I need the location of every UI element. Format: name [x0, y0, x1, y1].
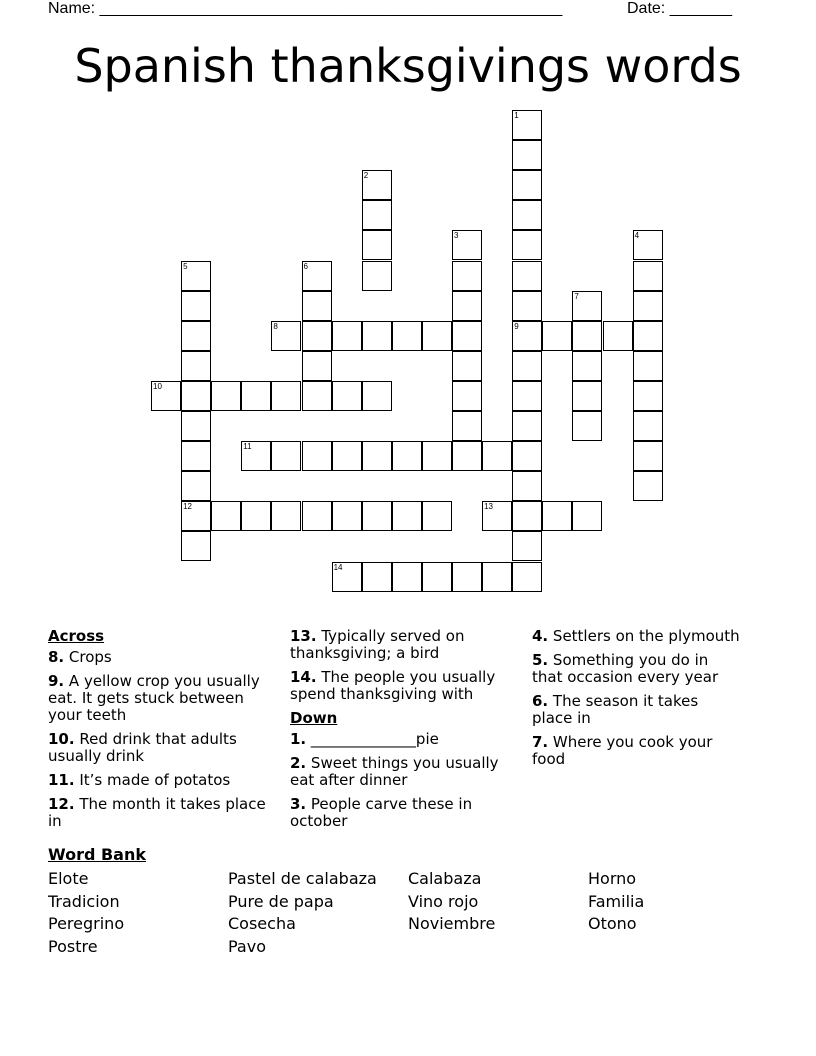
crossword-cell[interactable]: [302, 291, 332, 321]
crossword-cell[interactable]: [181, 381, 211, 411]
crossword-cell[interactable]: [271, 321, 301, 351]
clue-number: 5.: [532, 651, 549, 669]
crossword-cell[interactable]: [302, 501, 332, 531]
crossword-cell[interactable]: [512, 411, 542, 441]
crossword-cell[interactable]: [633, 351, 663, 381]
page-title: Spanish thanksgivings words: [74, 39, 742, 93]
crossword-cell[interactable]: [542, 501, 572, 531]
clue-number: 13.: [290, 627, 317, 645]
crossword-cell[interactable]: [452, 321, 482, 351]
word-bank-column-4: [588, 868, 644, 936]
word-bank-title: Word Bank: [48, 845, 147, 864]
clue-across-13: [290, 628, 510, 662]
across-heading: Across: [48, 627, 105, 645]
crossword-cell[interactable]: [181, 291, 211, 321]
word-bank-word: Vino rojo: [408, 891, 479, 911]
crossword-cell[interactable]: [181, 441, 211, 471]
cell-number: 3: [454, 231, 459, 241]
crossword-cell[interactable]: [181, 351, 211, 381]
crossword-cell[interactable]: [633, 291, 663, 321]
clues-column-3: [532, 628, 742, 775]
crossword-cell[interactable]: [452, 230, 482, 260]
crossword-cell[interactable]: [512, 501, 542, 531]
crossword-cell[interactable]: [633, 321, 663, 351]
crossword-cell[interactable]: [512, 110, 542, 140]
clue-text: Something you do in that occasion every year: [532, 651, 719, 686]
crossword-cell[interactable]: [271, 501, 301, 531]
clue-number: 10.: [48, 730, 75, 748]
clue-down-3: [290, 796, 510, 830]
crossword-cell[interactable]: [512, 441, 542, 471]
crossword-cell[interactable]: [633, 261, 663, 291]
crossword-cell[interactable]: [512, 291, 542, 321]
word-bank-word: Tradicion: [48, 891, 120, 911]
clue-down-7: [532, 734, 742, 768]
cell-number: 11: [243, 442, 252, 452]
crossword-cell[interactable]: [181, 411, 211, 441]
clue-number: 8.: [48, 648, 65, 666]
clue-text: The month it takes place in: [48, 795, 266, 830]
crossword-cell[interactable]: [452, 351, 482, 381]
crossword-cell[interactable]: [572, 501, 602, 531]
clue-text: Red drink that adults usually drink: [48, 730, 237, 765]
crossword-cell[interactable]: [302, 351, 332, 381]
crossword-cell[interactable]: [271, 441, 301, 471]
crossword-cell[interactable]: [211, 381, 241, 411]
cell-number: 6: [303, 261, 308, 271]
crossword-cell[interactable]: [241, 501, 271, 531]
crossword-cell[interactable]: [362, 170, 392, 200]
cell-number: 10: [153, 381, 162, 391]
crossword-cell[interactable]: [362, 562, 392, 592]
down-heading: Down: [290, 709, 338, 727]
word-bank-word: Horno: [588, 869, 637, 888]
crossword-cell[interactable]: [633, 471, 663, 501]
word-bank-word: Pure de papa: [228, 891, 334, 911]
crossword-cell[interactable]: [392, 562, 422, 592]
crossword-cell[interactable]: [512, 230, 542, 260]
clue-number: 7.: [532, 733, 549, 751]
crossword-cell[interactable]: [362, 381, 392, 411]
crossword-cell[interactable]: [512, 321, 542, 351]
crossword-cell[interactable]: [362, 230, 392, 260]
clue-number: 14.: [290, 668, 317, 686]
crossword-cell[interactable]: [452, 411, 482, 441]
clue-number: 9.: [48, 672, 65, 690]
crossword-cell[interactable]: [482, 562, 512, 592]
crossword-cell[interactable]: [603, 321, 633, 351]
clue-number: 4.: [532, 627, 549, 645]
cell-number: 8: [273, 321, 278, 331]
crossword-cell[interactable]: [512, 562, 542, 592]
clue-text: A yellow crop you usually eat. It gets stuck between your teeth: [48, 672, 260, 724]
crossword-cell[interactable]: [572, 321, 602, 351]
cell-number: 2: [363, 171, 369, 181]
clue-across-11: [48, 772, 268, 789]
cell-number: 7: [574, 291, 579, 301]
crossword-cell[interactable]: [362, 261, 392, 291]
clue-across-8: [48, 649, 268, 666]
word-bank-column-1: [48, 868, 124, 958]
word-bank-word: Pavo: [228, 936, 266, 956]
crossword-cell[interactable]: [572, 381, 602, 411]
cell-number: 1: [514, 111, 519, 120]
crossword-cell[interactable]: [302, 321, 332, 351]
crossword-cell[interactable]: [302, 381, 332, 411]
word-bank-word: Cosecha: [228, 914, 296, 933]
clue-down-4: [532, 628, 742, 645]
clue-text: Crops: [68, 648, 112, 666]
clue-number: 1.: [290, 730, 307, 748]
crossword-cell[interactable]: [633, 441, 663, 471]
clue-text: Typically served on thanksgiving; a bird: [290, 627, 465, 662]
word-bank-word: Pastel de calabaza: [228, 869, 377, 888]
word-bank-word: Postre: [48, 936, 98, 956]
clue-across-12: [48, 796, 268, 830]
clue-text: Sweet things you usually eat after dinner: [290, 754, 499, 789]
crossword-cell[interactable]: [512, 200, 542, 230]
crossword-cell[interactable]: [332, 562, 362, 592]
crossword-cell[interactable]: [392, 321, 422, 351]
name-line[interactable]: Name: ____________________________________________________: [48, 0, 563, 17]
clue-number: 3.: [290, 795, 307, 813]
crossword-cell[interactable]: [452, 562, 482, 592]
word-bank-word: Elote: [48, 869, 89, 888]
crossword-cell[interactable]: [512, 531, 542, 561]
crossword-cell[interactable]: [633, 411, 663, 441]
crossword-cell[interactable]: [302, 261, 332, 291]
crossword-cell[interactable]: [512, 381, 542, 411]
crossword-cell[interactable]: [332, 381, 362, 411]
clue-across-10: [48, 731, 268, 765]
crossword-cell[interactable]: [362, 501, 392, 531]
crossword-cell[interactable]: [452, 441, 482, 471]
crossword-cell[interactable]: [302, 441, 332, 471]
crossword-cell[interactable]: [512, 140, 542, 170]
crossword-cell[interactable]: [422, 562, 452, 592]
word-bank-column-2: [228, 868, 377, 958]
crossword-cell[interactable]: [241, 381, 271, 411]
crossword-cell[interactable]: [392, 501, 422, 531]
cell-number: 12: [183, 502, 192, 512]
crossword-cell[interactable]: [362, 200, 392, 230]
crossword-cell[interactable]: [422, 441, 452, 471]
crossword-cell[interactable]: [211, 501, 241, 531]
cell-number: 13: [484, 502, 493, 512]
crossword-cell[interactable]: [512, 261, 542, 291]
crossword-cell[interactable]: [181, 471, 211, 501]
crossword-cell[interactable]: [633, 230, 663, 260]
crossword-cell[interactable]: [181, 321, 211, 351]
clue-number: 12.: [48, 795, 75, 813]
date-line[interactable]: Date: _______: [627, 0, 732, 17]
crossword-cell[interactable]: [241, 441, 271, 471]
clue-number: 11.: [48, 771, 75, 789]
clue-down-5: [532, 652, 742, 686]
word-bank-column-3: [408, 868, 495, 936]
crossword-cell[interactable]: [452, 381, 482, 411]
crossword-cell[interactable]: [392, 441, 422, 471]
word-bank-word: Familia: [588, 891, 645, 911]
clue-down-6: [532, 693, 742, 727]
clue-text: Settlers on the plymouth: [552, 627, 740, 645]
crossword-cell[interactable]: [362, 441, 392, 471]
cell-number: 4: [634, 231, 640, 241]
word-bank-word: Calabaza: [408, 869, 482, 888]
crossword-cell[interactable]: [332, 441, 362, 471]
crossword-cell[interactable]: [332, 501, 362, 531]
cell-number: 14: [333, 562, 343, 572]
clue-text: It’s made of potatos: [79, 771, 231, 789]
crossword-cell[interactable]: [181, 531, 211, 561]
crossword-cell[interactable]: [362, 321, 392, 351]
word-bank-word: Peregrino: [48, 914, 125, 933]
clue-across-14: [290, 669, 510, 703]
crossword-cell[interactable]: [452, 291, 482, 321]
clues-column-1: [48, 628, 268, 837]
crossword-cell[interactable]: [572, 411, 602, 441]
crossword-cell[interactable]: [633, 381, 663, 411]
clue-number: 2.: [290, 754, 307, 772]
crossword-cell[interactable]: [422, 501, 452, 531]
crossword-cell[interactable]: [151, 381, 181, 411]
crossword-cell[interactable]: [572, 351, 602, 381]
clue-text: The people you usually spend thanksgiving with: [290, 668, 496, 703]
clue-down-2: [290, 755, 510, 789]
clues-column-2: [290, 628, 510, 837]
crossword-cell[interactable]: [181, 501, 211, 531]
crossword-cell[interactable]: [512, 471, 542, 501]
crossword-cell[interactable]: [422, 321, 452, 351]
crossword-cell[interactable]: [452, 261, 482, 291]
crossword-cell[interactable]: [482, 441, 512, 471]
word-bank-word: Otono: [588, 914, 637, 933]
crossword-cell[interactable]: [181, 261, 211, 291]
cell-number: 5: [183, 261, 188, 271]
cell-number: 9: [514, 321, 519, 331]
crossword-cell[interactable]: [271, 381, 301, 411]
crossword-cell[interactable]: [332, 321, 362, 351]
clue-text: ______________pie: [310, 730, 439, 748]
crossword-cell[interactable]: [572, 291, 602, 321]
crossword-cell[interactable]: [512, 351, 542, 381]
clue-across-9: [48, 673, 268, 724]
clue-text: The season it takes place in: [532, 692, 699, 727]
crossword-cell[interactable]: [512, 170, 542, 200]
clue-down-1: [290, 731, 510, 748]
clue-text: Where you cook your food: [532, 733, 713, 768]
clue-number: 6.: [532, 692, 549, 710]
crossword-cell[interactable]: [542, 321, 572, 351]
crossword-cell[interactable]: [482, 501, 512, 531]
clue-text: People carve these in october: [290, 795, 473, 830]
word-bank-word: Noviembre: [408, 914, 496, 933]
